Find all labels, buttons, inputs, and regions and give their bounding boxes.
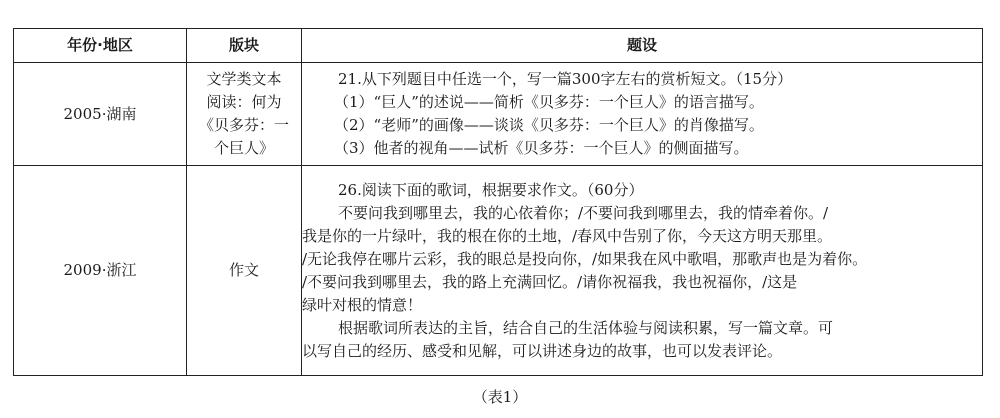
question-line: 我是你的一片绿叶，我的根在你的土地，/春风中告别了你，今天这方明天那里。 bbox=[302, 226, 833, 245]
question-line: （1）“巨人”的述说——简析《贝多芬：一个巨人》的语言描写。 bbox=[334, 93, 764, 111]
table-header-row bbox=[14, 29, 983, 63]
header-year-region: 年份·地区 bbox=[14, 29, 187, 63]
table-row bbox=[14, 63, 983, 166]
question-line: （3）他者的视角——试析《贝多芬：一个巨人》的侧面描写。 bbox=[334, 139, 749, 157]
section-line: 《贝多芬：一 bbox=[198, 116, 289, 134]
question-line: 26.阅读下面的歌词，根据要求作文。（60分） bbox=[338, 180, 644, 199]
question-line: 不要问我到哪里去，我的心依着你；/不要问我到哪里去，我的情牵着你。/ bbox=[338, 203, 829, 222]
section-line: 文学类文本 bbox=[206, 70, 282, 88]
cell-question bbox=[302, 166, 983, 376]
question-line: 绿叶对根的情意！ bbox=[302, 295, 423, 314]
section-line: 阅读：何为 bbox=[206, 93, 282, 111]
question-line: /无论我停在哪片云彩，我的眼总是投向你，/如果我在风中歌唱，那歌声也是为着你。 bbox=[302, 249, 868, 268]
section-line: 个巨人》 bbox=[213, 139, 274, 157]
header-question: 题设 bbox=[302, 29, 983, 63]
question-line: 以写自己的经历、感受和见解，可以讲述身边的故事，也可以发表评论。 bbox=[302, 341, 783, 360]
cell-question bbox=[302, 63, 983, 166]
question-line: 21.从下列题目中任选一个，写一篇300字左右的赏析短文。（15分） bbox=[338, 70, 793, 88]
question-line: （2）“老师”的画像——谈谈《贝多芬：一个巨人》的肖像描写。 bbox=[334, 116, 764, 134]
comparison-table bbox=[13, 28, 983, 376]
header-section: 版块 bbox=[187, 29, 302, 63]
cell-year-region: 2009·浙江 bbox=[14, 166, 187, 376]
question-line: /不要问我到哪里去，我的路上充满回忆。/请你祝福我，我也祝福你，/这是 bbox=[302, 272, 798, 291]
cell-year-region: 2005·湖南 bbox=[14, 63, 187, 166]
cell-section: 作文 bbox=[187, 166, 302, 376]
table-row bbox=[14, 166, 983, 376]
cell-section bbox=[187, 63, 302, 166]
question-line: 根据歌词所表达的主旨，结合自己的生活体验与阅读积累，写一篇文章。可 bbox=[338, 318, 834, 337]
table-caption: （表1） bbox=[472, 388, 528, 406]
